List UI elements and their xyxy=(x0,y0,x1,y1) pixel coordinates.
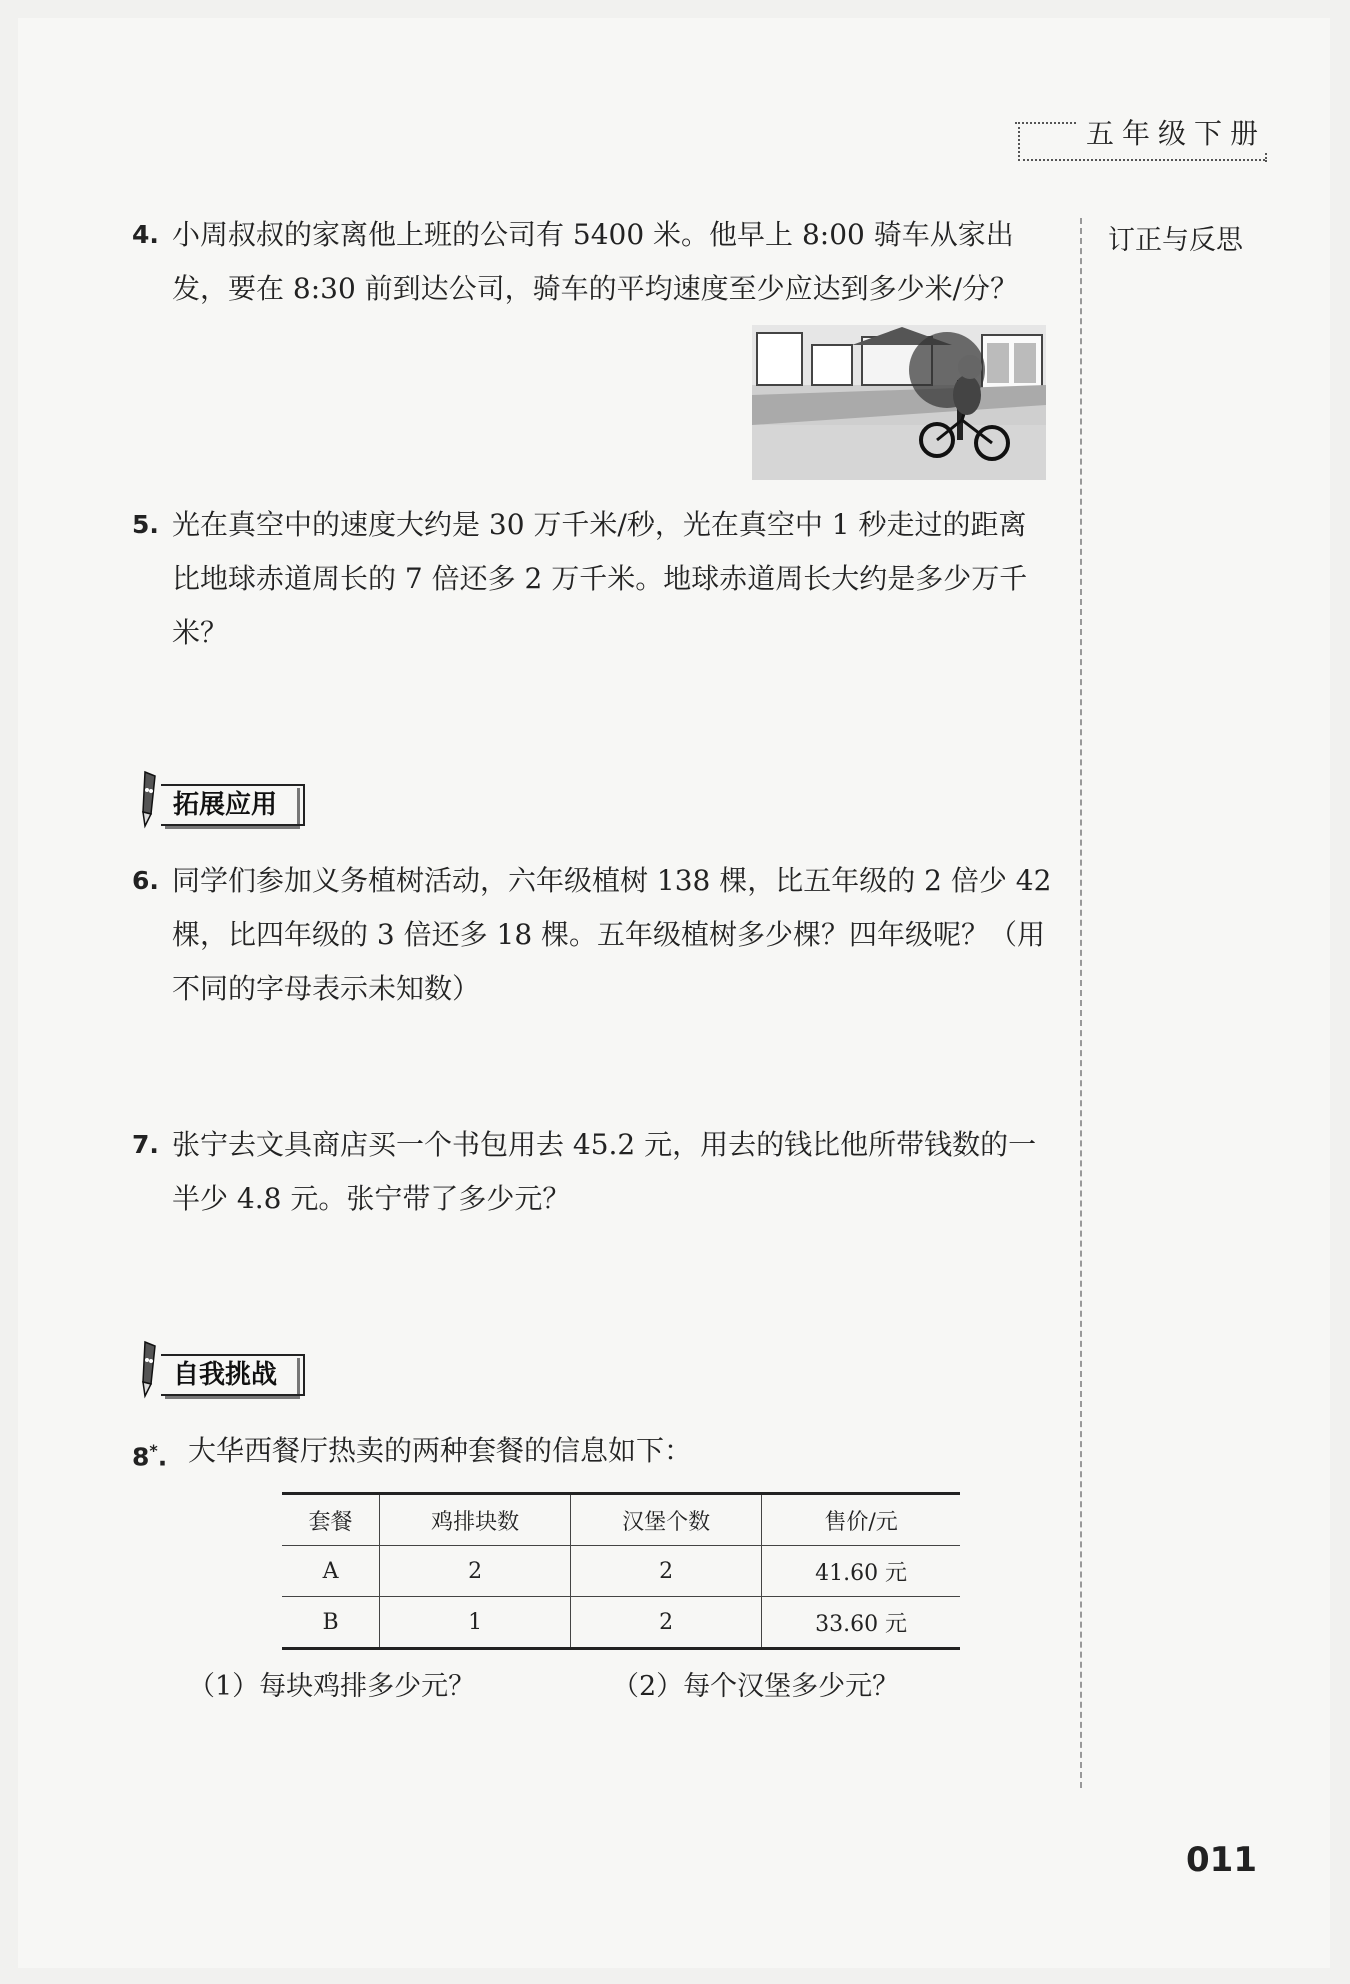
table-header: 鸡排块数 xyxy=(380,1494,571,1546)
question-text: 光在真空中的速度大约是 30 万千米/秒，光在真空中 1 秒走过的距离比地球赤道周长的 7 倍还多 2 万千米。地球赤道周长大约是多少万千米？ xyxy=(172,508,1028,649)
margin-divider xyxy=(1080,218,1082,1788)
table-header-row xyxy=(282,1494,960,1546)
question-number: 7. xyxy=(132,1130,159,1159)
question-4 xyxy=(132,208,1052,316)
table-cell: 41.60 元 xyxy=(762,1546,960,1597)
section-challenge xyxy=(135,1340,305,1400)
table-row xyxy=(282,1546,960,1597)
page-number: 011 xyxy=(1186,1840,1257,1880)
table-cell: A xyxy=(282,1546,380,1597)
table-header: 套餐 xyxy=(282,1494,380,1546)
subquestion-2: （2）每个汉堡多少元？ xyxy=(612,1671,900,1702)
section-label: 拓展应用 xyxy=(161,784,305,826)
question-text: 张宁去文具商店买一个书包用去 45.2 元，用去的钱比他所带钱数的一半少 4.8 元。张宁带了多少元？ xyxy=(172,1128,1037,1215)
question-text: 小周叔叔的家离他上班的公司有 5400 米。他早上 8:00 骑车从家出发，要在 8:30 前到达公司，骑车的平均速度至少应达到多少米/分？ xyxy=(172,218,1019,305)
table-cell: 1 xyxy=(380,1597,571,1649)
table-cell: 2 xyxy=(571,1597,762,1649)
table-cell: 2 xyxy=(571,1546,762,1597)
question-6 xyxy=(132,854,1052,1016)
question-5 xyxy=(132,498,1052,660)
pencil-icon xyxy=(135,1340,163,1400)
question-text: 同学们参加义务植树活动，六年级植树 138 棵，比五年级的 2 倍少 42 棵，比四年级的 3 倍还多 18 棵。五年级植树多少棵？四年级呢？（用不同的字母表示未知数） xyxy=(172,864,1052,1005)
question-number: 5. xyxy=(132,510,159,539)
table-cell: 33.60 元 xyxy=(762,1597,960,1649)
table-cell: 2 xyxy=(380,1546,571,1597)
section-extend xyxy=(135,770,305,830)
cyclist-illustration xyxy=(752,325,1046,480)
question-number: 4. xyxy=(132,220,159,249)
question-7 xyxy=(132,1118,1052,1226)
table-header: 汉堡个数 xyxy=(571,1494,762,1546)
question-number: 6. xyxy=(132,866,159,895)
section-label: 自我挑战 xyxy=(161,1354,305,1396)
table-cell: B xyxy=(282,1597,380,1649)
grade-title: 五年级下册 xyxy=(1078,112,1274,152)
question-number: 8*. xyxy=(132,1441,168,1472)
pencil-icon xyxy=(135,770,163,830)
meal-table xyxy=(282,1492,960,1650)
table-header: 售价/元 xyxy=(762,1494,960,1546)
question-8 xyxy=(132,1424,1052,1478)
table-row xyxy=(282,1597,960,1649)
question-text: 大华西餐厅热卖的两种套餐的信息如下： xyxy=(188,1434,693,1467)
correction-reflection-title: 订正与反思 xyxy=(1108,225,1243,256)
subquestion-1: （1）每块鸡排多少元？ xyxy=(188,1671,476,1702)
